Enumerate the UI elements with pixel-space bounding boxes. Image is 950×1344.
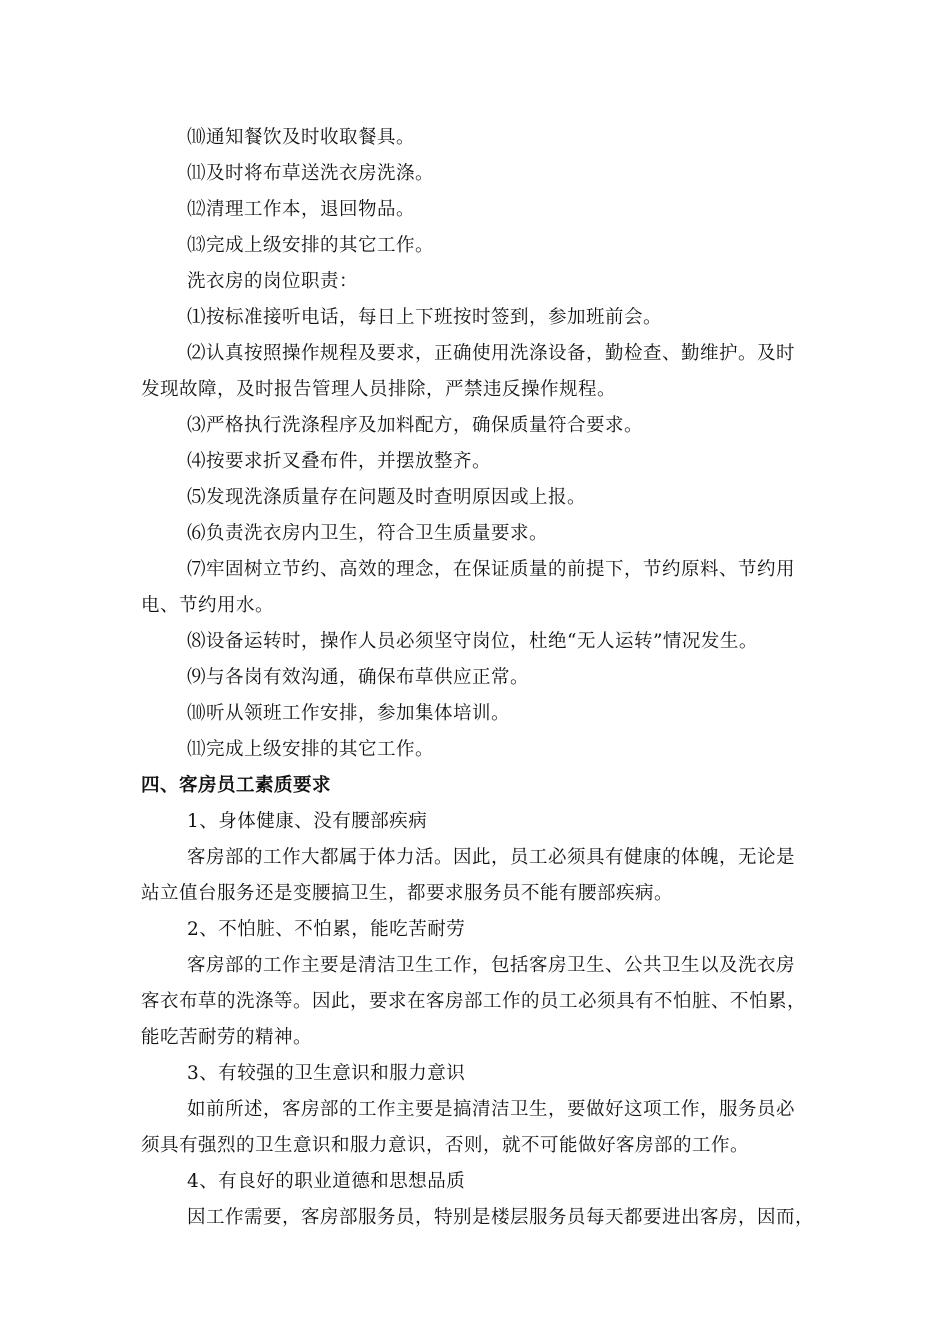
subsection-title: 1、身体健康、没有腰部疾病 — [187, 811, 428, 832]
list-item: ⑴按标准接听电话，每日上下班按时签到，参加班前会。 — [187, 307, 663, 328]
subsection-title: 2、不怕脏、不怕累，能吃苦耐劳 — [187, 919, 466, 940]
paragraph-line: 客房部的工作大都属于体力活。因此，员工必须具有健康的体魄，无论是 — [187, 847, 796, 868]
list-item: ⑽听从领班工作安排，参加集体培训。 — [187, 703, 511, 724]
paragraph-line: 客房部的工作主要是清洁卫生工作，包括客房卫生、公共卫生以及洗衣房 — [187, 955, 796, 976]
list-item-continuation: 发现故障，及时报告管理人员排除，严禁违反操作规程。 — [141, 379, 617, 400]
list-item: ⑸发现洗涤质量存在问题及时查明原因或上报。 — [187, 487, 587, 508]
subsection-title: 4、有良好的职业道德和思想品质 — [187, 1171, 466, 1192]
list-item: ⑽通知餐饮及时收取餐具。 — [187, 127, 416, 148]
list-item-continuation: 电、节约用水。 — [141, 595, 275, 616]
paragraph-line: 如前所述，客房部的工作主要是搞清洁卫生，要做好这项工作，服务员必 — [187, 1099, 796, 1120]
list-item: ⑻设备运转时，操作人员必须坚守岗位，杜绝“无人运转”情况发生。 — [187, 631, 758, 652]
paragraph-line: 须具有强烈的卫生意识和服力意识，否则，就不可能做好客房部的工作。 — [141, 1135, 750, 1156]
paragraph-line: 站立值台服务还是变腰搞卫生，都要求服务员不能有腰部疾病。 — [141, 883, 674, 904]
list-item: ⑵认真按照操作规程及要求，正确使用洗涤设备，勤检查、勤维护。及时 — [187, 343, 796, 364]
list-item: ⑼与各岗有效沟通，确保布草供应正常。 — [187, 667, 530, 688]
list-item: ⑿清理工作本，退回物品。 — [187, 199, 416, 220]
list-item: ⑾完成上级安排的其它工作。 — [187, 739, 435, 760]
list-item: ⑷按要求折叉叠布件，并摆放整齐。 — [187, 451, 492, 472]
section-heading: 四、客房员工素质要求 — [141, 775, 332, 796]
paragraph-line: 能吃苦耐劳的精神。 — [141, 1027, 313, 1048]
list-item: ⑺牢固树立节约、高效的理念，在保证质量的前提下，节约原料、节约用 — [187, 559, 796, 580]
list-item: ⑾及时将布草送洗衣房洗涤。 — [187, 163, 435, 184]
subsection-title: 3、有较强的卫生意识和服力意识 — [187, 1063, 466, 1084]
list-item: ⑹负责洗衣房内卫生，符合卫生质量要求。 — [187, 523, 549, 544]
paragraph-line: 因工作需要，客房部服务员，特别是楼层服务员每天都要进出客房，因而， — [187, 1207, 815, 1228]
list-item: ⑶严格执行洗涤程序及加料配方，确保质量符合要求。 — [187, 415, 644, 436]
list-item: ⒀完成上级安排的其它工作。 — [187, 235, 435, 256]
paragraph-line: 客衣布草的洗涤等。因此，要求在客房部工作的员工必须具有不怕脏、不怕累， — [141, 991, 807, 1012]
section-subtitle: 洗衣房的岗位职责： — [187, 271, 359, 292]
